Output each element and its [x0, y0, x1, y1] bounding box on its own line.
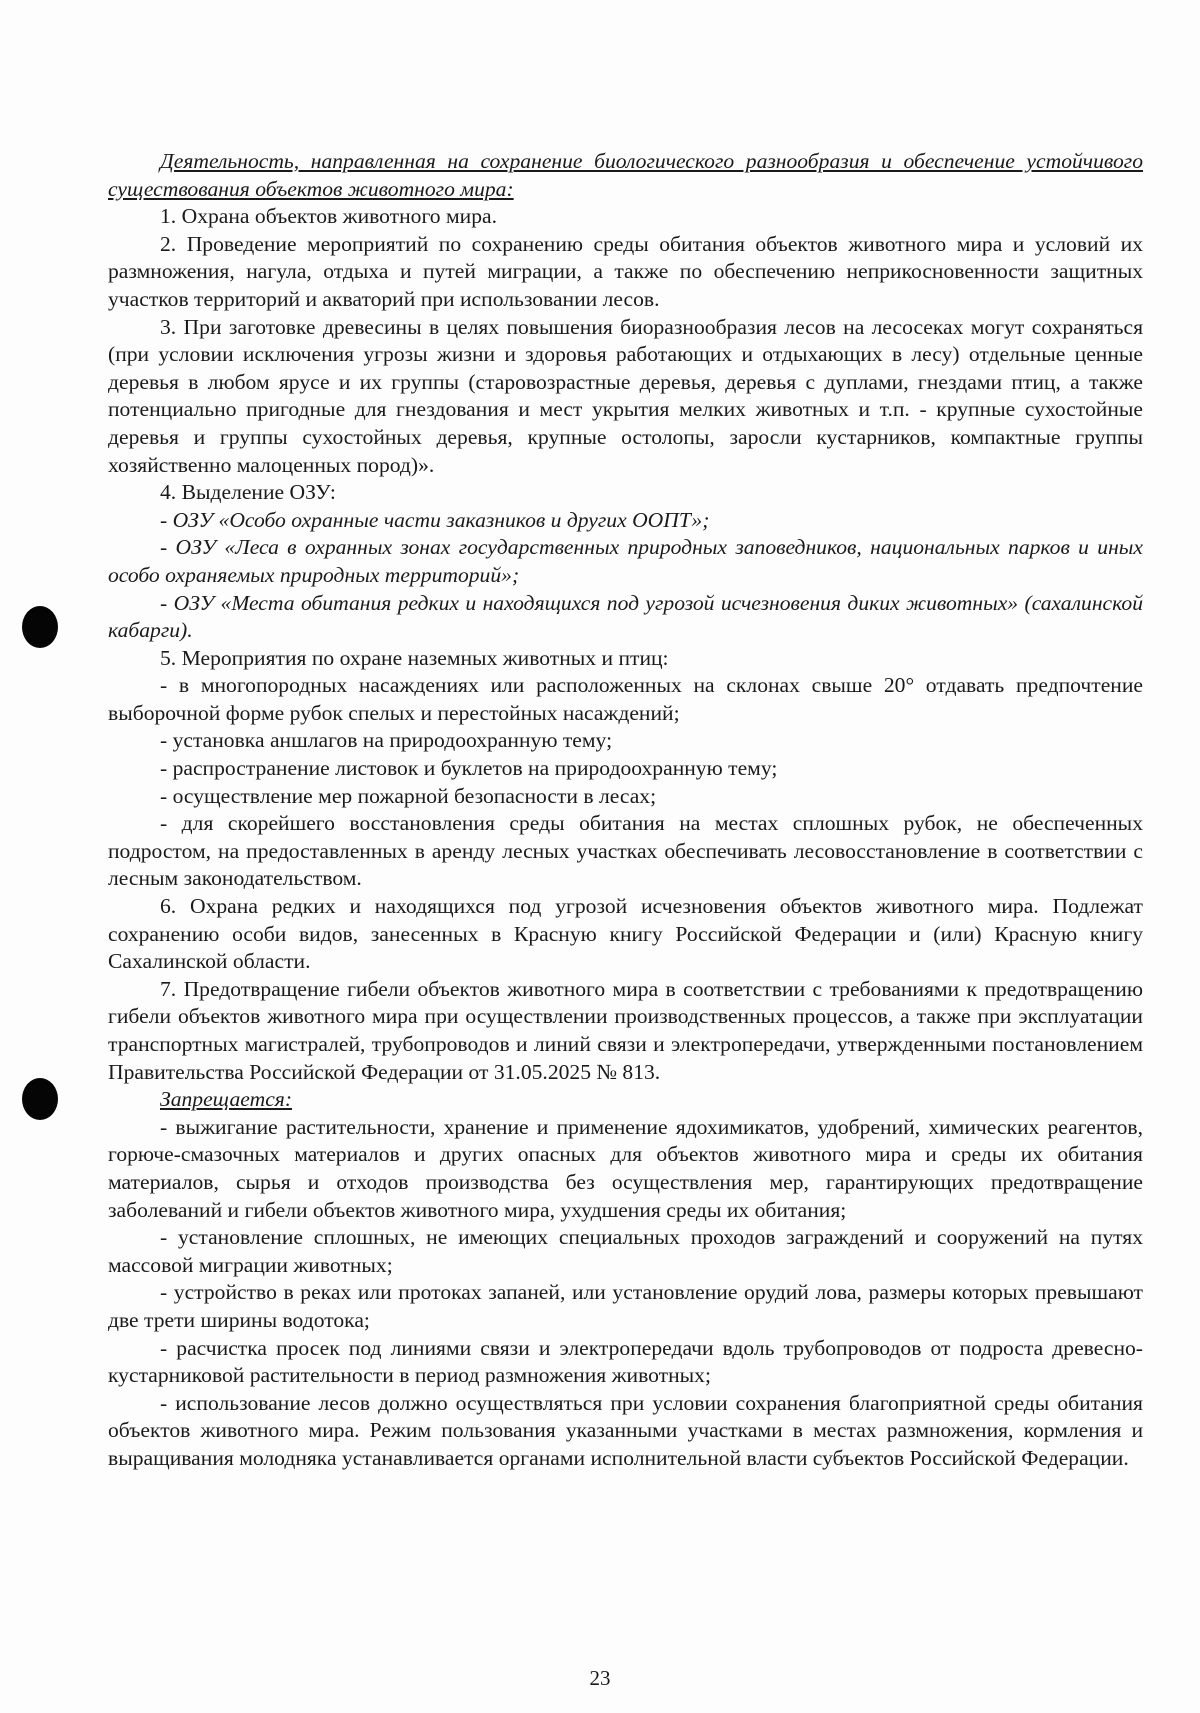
ozu-item: - ОЗУ «Особо охранные части заказников и других ООПТ»; — [160, 507, 710, 532]
paragraph-item-2: 2. Проведение мероприятий по сохранению среды обитания объектов животного мира и условий их размножения, нагула, отдыха и путей миграции, а также по обеспечению неприкосновенности защитных участков территорий и акваторий при использовании лесов. — [108, 231, 1143, 311]
prohibited-item: - выжигание растительности, хранение и применение ядохимикатов, удобрений, химических реагентов, горюче-смазочных материалов и других опасных для объектов животного мира и среды их обитания материалов, сырья и отходов производства без осуществления мер, гарантирующих предотвращение заболеваний и гибели объектов животного мира, ухудшения среды их обитания; — [108, 1114, 1143, 1222]
ozu-item: - ОЗУ «Леса в охранных зонах государственных природных заповедников, национальных парков и иных особо охраняемых природных территорий»; — [108, 535, 1143, 587]
punch-hole-mark — [22, 606, 58, 648]
prohibited-item: - использование лесов должно осуществляться при условии сохранения благоприятной среды обитания объектов животного мира. Режим пользования указанными участками в местах размножения, кормления и выращивания молодняка устанавливается органами исполнительной власти субъектов Российской Федерации. — [108, 1390, 1143, 1470]
paragraph-item-6: 6. Охрана редких и находящихся под угрозой исчезновения объектов животного мира. Подлежат сохранению особи видов, занесенных в Красную книгу Российской Федерации и (или) Красную книгу Сахалинской области. — [108, 894, 1143, 974]
prohibited-item: - расчистка просек под линиями связи и электропередачи вдоль трубопроводов от подроста древесно-кустарниковой растительности в период размножения животных; — [108, 1335, 1143, 1388]
prohibited-item: - устройство в реках или протоках запаней, или установление орудий лова, размеры которых превышают две трети ширины водотока; — [108, 1280, 1143, 1332]
paragraph-item-3: 3. При заготовке древесины в целях повышения биоразнообразия лесов на лесосеках могут сохраняться (при условии исключения угрозы жизни и здоровья работающих и отдыхающих в лесу) отдельные ценные деревья в любом ярусе и их группы (старовозрастные деревья, деревья с дуплами, гнездами птиц, а также потенциально пригодные для гнездования и мест укрытия мелких животных и т.п. - крупные сухостойные деревья и группы сухостойных деревья, крупные остолопы, заросли кустарников, компактные группы хозяйственно малоценных пород)». — [108, 314, 1143, 477]
measure-item: - установка аншлагов на природоохранную тему; — [160, 728, 613, 753]
ozu-item: - ОЗУ «Места обитания редких и находящихся под угрозой исчезновения диких животных» (сахалинской кабарги). — [108, 590, 1143, 643]
prohibited-item: - установление сплошных, не имеющих специальных проходов заграждений и сооружений на путях массовой миграции животных; — [108, 1225, 1143, 1277]
paragraph-item-1: 1. Охрана объектов животного мира. — [160, 204, 497, 229]
paragraph-item-4: 4. Выделение ОЗУ: — [160, 480, 336, 505]
section-title: Деятельность, направленная на сохранение биологического разнообразия и обеспечение устойчивого существования объектов животного мира: — [108, 149, 1143, 201]
measure-item: - для скорейшего восстановления среды обитания на местах сплошных рубок, не обеспеченных подростом, на предоставленных в аренду лесных участках обеспечивать лесовосстановление в соответствии с лесным законодательством. — [108, 811, 1143, 891]
measure-item: - распространение листовок и буклетов на природоохранную тему; — [160, 756, 778, 781]
measure-item: - осуществление мер пожарной безопасности в лесах; — [160, 783, 657, 808]
document-body — [108, 148, 1143, 1473]
measure-item: - в многопородных насаждениях или расположенных на склонах свыше 20° отдавать предпочтение выборочной форме рубок спелых и перестойных насаждений; — [108, 673, 1143, 725]
paragraph-item-7: 7. Предотвращение гибели объектов животного мира в соответствии с требованиями к предотвращению гибели объектов животного мира при осуществлении производственных процессов, а также при эксплуатации транспортных магистралей, трубопроводов и линий связи и электропередачи, утвержденными постановлением Правительства Российской Федерации от 31.05.2025 № 813. — [108, 976, 1143, 1084]
prohibited-heading: Запрещается: — [160, 1087, 293, 1112]
punch-hole-mark — [22, 1078, 58, 1120]
page-number: 23 — [589, 1666, 611, 1690]
paragraph-item-5: 5. Мероприятия по охране наземных животных и птиц: — [160, 645, 669, 670]
